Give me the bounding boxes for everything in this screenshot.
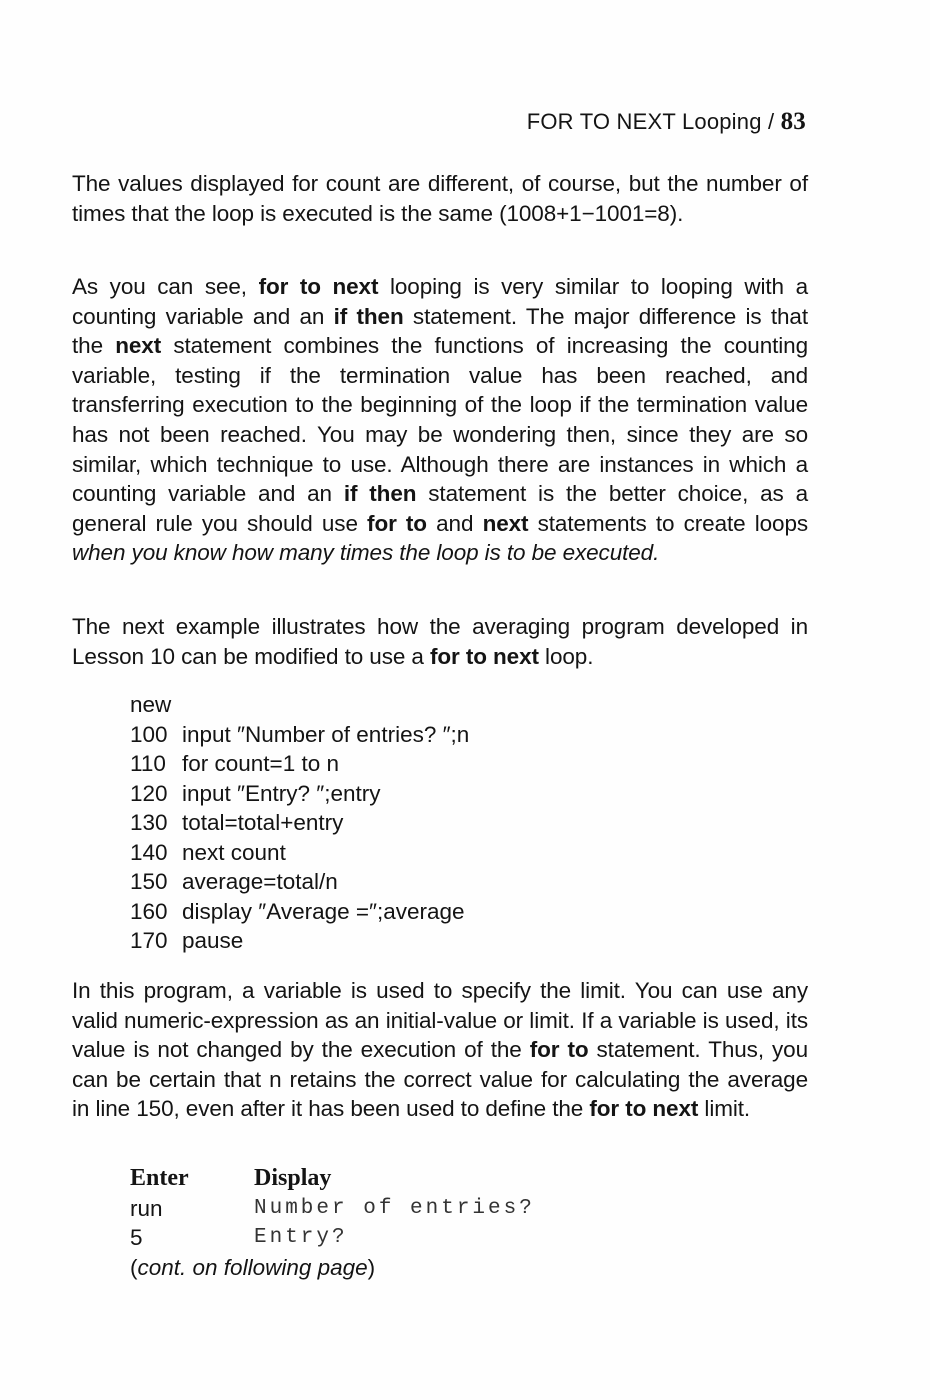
paren-close: ) (367, 1254, 376, 1280)
line-number: 100 (130, 721, 168, 747)
code-line (130, 808, 469, 838)
program-listing (130, 690, 469, 956)
text-run: statement is the better choice, as a general rule you should use (72, 481, 808, 536)
keyword-for-to-next: for to next (258, 274, 379, 299)
line-number: 130 (130, 810, 168, 835)
code-statement: average=total/n (182, 869, 338, 894)
line-number: 160 (130, 898, 168, 924)
enter-value: 5 (130, 1225, 143, 1250)
line-number: 140 (130, 839, 168, 865)
running-header (527, 108, 806, 136)
text-run: loop. (538, 643, 594, 669)
display-value: Entry? (254, 1226, 348, 1249)
continuation-text: cont. on following page (137, 1254, 368, 1280)
code-line (130, 838, 469, 868)
text-run: looping is very similar to looping with a counting variable and an (72, 274, 808, 329)
code-line (130, 867, 469, 897)
code-statement: for count=1 to n (182, 751, 339, 776)
code-statement: display ″Average =″;average (182, 898, 465, 924)
line-number: 110 (130, 751, 166, 776)
line-number: 150 (130, 869, 168, 894)
keyword-next: next (482, 510, 529, 536)
code-line (130, 720, 469, 750)
keyword-if-then: if then (343, 481, 417, 507)
line-number: 120 (130, 780, 168, 806)
keyword-for-to: for to (367, 510, 427, 536)
text-run: and (426, 510, 483, 536)
emphasis-rule: when you know how many times the loop is to be executed. (72, 540, 660, 566)
header-enter: Enter (130, 1165, 189, 1191)
code-statement: input ″Number of entries? ″;n (182, 721, 470, 747)
paragraph-loop-count: The values displayed for count are different, of course, but the number of times that the loop is executed is the same (1008+1−1001=8). (72, 171, 808, 226)
code-statement: next count (182, 839, 286, 865)
paragraph-variable-limit (72, 976, 808, 1124)
keyword-for-to: for to (529, 1037, 589, 1063)
text-run: limit. (698, 1096, 751, 1122)
code-statement: input ″Entry? ″;entry (182, 780, 381, 806)
line-number: 170 (130, 928, 168, 953)
paragraph-example-intro (72, 612, 808, 671)
table-row (130, 1223, 535, 1253)
code-line-new: new (130, 692, 172, 717)
header-display: Display (254, 1165, 332, 1191)
code-line (130, 749, 469, 779)
keyword-next: next (115, 333, 162, 359)
paragraph-for-to-next-comparison (72, 272, 808, 568)
paren-open: ( (130, 1254, 138, 1280)
code-line (130, 926, 469, 956)
code-line (130, 897, 469, 927)
table-header-row (130, 1164, 535, 1194)
text-run: statement. Thus, you can be certain that n retains the correct value for calculating the average in line 150, even after it has been used to define the (72, 1037, 808, 1122)
running-title: FOR TO NEXT Looping / (526, 109, 781, 134)
text-run: In this program, a variable is used to specify the limit. You can use any valid numeric-expression as an initial-value or limit. If a variable is used, its value is not changed by the execution of the (72, 978, 808, 1063)
text-run: statement combines the functions of increasing the counting variable, testing if the termination value has been reached, and transferring execution to the beginning of the loop if the termination value has not been reached. You may be wondering then, since they are so similar, which technique to use. Although there are instances in which a counting variable and an (72, 333, 808, 507)
code-statement: total=total+entry (182, 810, 344, 835)
table-row (130, 1194, 535, 1224)
display-value: Number of entries? (254, 1196, 535, 1220)
keyword-if-then: if then (333, 303, 404, 329)
text-run: statements to create loops (528, 510, 809, 536)
text-run: statement. The major difference is that the (72, 303, 808, 359)
enter-display-table (130, 1164, 535, 1282)
keyword-for-to-next: for to next (430, 643, 539, 669)
code-line (130, 779, 469, 809)
text-run: The next example illustrates how the averaging program developed in Lesson 10 can be modified to use a (72, 614, 808, 669)
continuation-note (130, 1253, 535, 1283)
keyword-for-to-next: for to next (589, 1096, 699, 1122)
code-statement: pause (182, 928, 244, 953)
page-number: 83 (780, 108, 806, 135)
text-run: As you can see, (72, 274, 259, 299)
enter-value: run (130, 1195, 163, 1221)
